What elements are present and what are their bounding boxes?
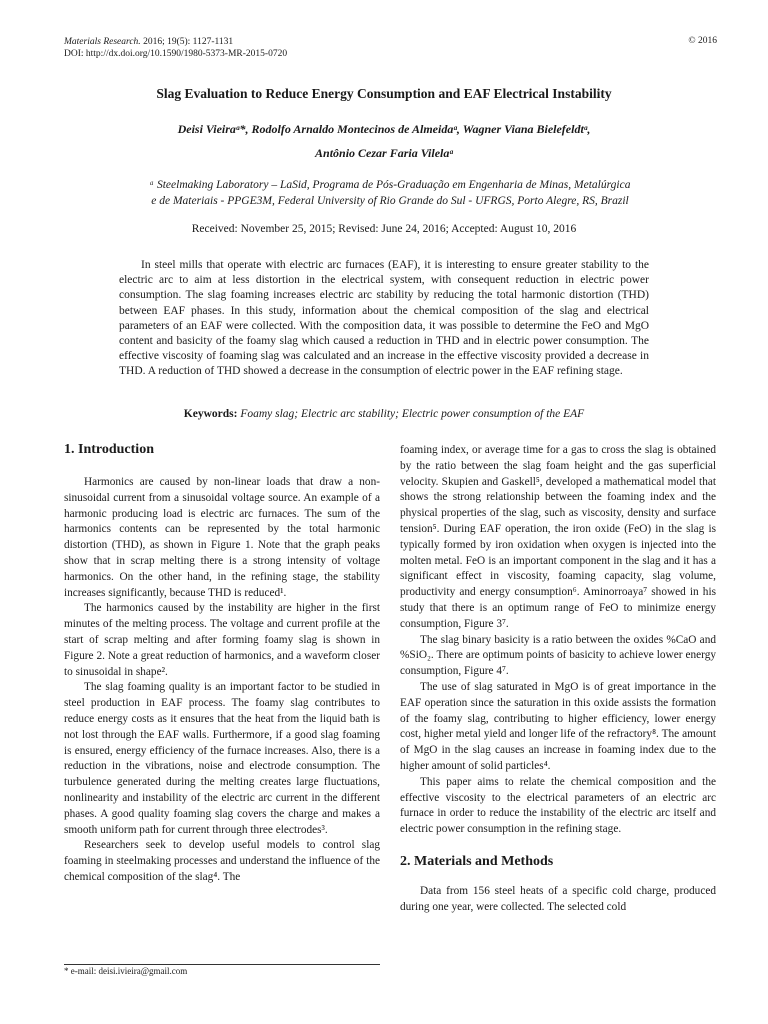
intro-paragraph: The harmonics caused by the instability are higher in the first minutes of the melting process. The voltage and current profile at the start of scrap melting and after forming foamy slag is shown in Figure 2. Note a great reduction of harmonics, and a waveform closer to sinusoidal in shape².	[64, 602, 380, 678]
methods-heading: 2. Materials and Methods	[400, 853, 554, 869]
intro-paragraph: The slag binary basicity is a ratio between the oxides %CaO and %SiO₂. There are optimum points of basicity to achieve lower energy consumption, Figure 4⁷.	[400, 633, 716, 678]
intro-paragraph: The use of slag saturated in MgO is of great importance in the EAF operation since the saturation in this oxide assists the formation of the foamy slag, contributing to higher efficiency, lower energy cost, higher metal yield and longer life of the refractory⁸. The amount of MgO in the slag causes an increase in foaming index due to the higher amount of solid particles⁴.	[400, 680, 716, 772]
footnote-email: * e-mail: deisi.ivieira@gmail.com	[64, 966, 188, 976]
intro-paragraph: Harmonics are caused by non-linear loads that draw a non-sinusoidal current from a sinusoidal voltage source. An example of a harmonic producing load is electric arc furnaces. The sum of the harmonics contents can be represented by the total harmonic distortion (THD), as shown in Figure 1. Note that the graph peaks show that in scrap melting there is a strong intensity of voltage harmonics. On the other hand, in the refining stage, the stability increases significantly, because THD is reduced¹.	[64, 476, 380, 599]
intro-paragraph: foaming index, or average time for a gas to cross the slag is obtained by the ratio between the slag foam height and the gas superficial velocity. Skupien and Gaskell⁵, developed a mathematical model that shows the strong relationship between the foaming index and the physical properties of the slag, such as viscosity, density and surface tension⁵. During EAF operation, the iron oxide (FeO) in the slag is typically formed by iron oxidation when oxygen is injected into the molten metal. FeO is an important component in the slag and it has a significant effect in viscosity, foaming capacity, slag volume, productivity and energy consumption⁶. Aminorroaya⁷ showed in his study that there is an optimum range of FeO to minimize energy consumption, Figure 3⁷.	[400, 444, 716, 630]
affiliation-line-2: e de Materiais - PPGE3M, Federal University of Rio Grande do Sul - UFRGS, Porto Alegre, RS, Brazil	[151, 195, 629, 207]
submission-dates: Received: November 25, 2015; Revised: June 24, 2016; Accepted: August 10, 2016	[191, 223, 577, 235]
intro-paragraph: Researchers seek to develop useful models to control slag foaming in steelmaking processes and understand the influence of the chemical composition of the slag⁴. The	[64, 839, 380, 883]
citation-info: 2016; 19(5): 1127-1131	[140, 37, 234, 47]
methods-paragraph: Data from 156 steel heats of a specific cold charge, produced during one year, were collected. The selected cold	[400, 884, 716, 913]
doi-line[interactable]: DOI: http://dx.doi.org/10.1590/1980-5373-MR-2015-0720	[64, 49, 288, 59]
intro-paragraph: This paper aims to relate the chemical composition and the effective viscosity to the electrical parameters of an electric arc furnace in order to reduce the instability of the electric arc itself and electric power consumption in the refining stage.	[400, 775, 716, 836]
keywords	[0, 408, 768, 420]
keywords-text: Foamy slag; Electric arc stability; Electric power consumption of the EAF	[237, 408, 585, 420]
intro-paragraph: The slag foaming quality is an important factor to be studied in steel production in EAF process. The foamy slag contributes to reduce energy costs as it ensures that the heat from the liquid bath is not lost through the EAF walls. Furthermore, if a good slag foaming is ensured, energy efficiency of the furnace increases. Also, there is a reduction in the vibrations, noise and electrode consumption. The turbulence generated during the melting creates large fluctuations, nonlinearity and instability of the electric arc current in the different phases. A good quality foaming slag covers the charge and makes a smooth uniform path for current through three electrodes³.	[64, 681, 380, 836]
journal-citation	[64, 36, 233, 48]
abstract: In steel mills that operate with electric arc furnaces (EAF), it is interesting to ensure greater stability to the electric arc to aim at less distortion in the electrical system, with consequent reduction in electric power consumption. The slag foaming increases electric arc stability by reducing the total harmonic distortion (THD) between EAF phases. In this study, information about the chemical composition of the slag and electrical parameters of an EAF were collected. With the composition data, it was possible to determine the FeO and MgO content and basicity of the foamy slag which caused a reduction in THD and in electric power consumption. The effective viscosity of foaming slag was calculated and an increase in the effective viscosity provided a decrease in THD. A reduction of THD showed a decrease in the consumption of electric power in the EAF refining stage.	[119, 259, 649, 378]
authors-line-2: Antônio Cezar Faria Vilelaᵃ	[315, 146, 453, 160]
copyright: © 2016	[688, 36, 717, 46]
introduction-heading: 1. Introduction	[64, 442, 154, 457]
footnote-divider	[64, 964, 380, 965]
affiliation	[100, 177, 680, 209]
affiliation-line-1: ᵃ Steelmaking Laboratory – LaSid, Programa de Pós-Graduação em Engenharia de Minas, Metalúrgica	[149, 179, 631, 191]
left-column	[64, 440, 380, 886]
authors-line-1: Deisi Vieiraᵃ*, Rodolfo Arnaldo Montecinos de Almeidaᵃ, Wagner Viana Bielefeldtᵃ,	[177, 122, 591, 136]
keywords-label: Keywords:	[183, 408, 238, 420]
journal-name: Materials Research.	[64, 37, 141, 47]
paper-title: Slag Evaluation to Reduce Energy Consumption and EAF Electrical Instability	[156, 86, 612, 101]
right-column	[400, 443, 716, 916]
